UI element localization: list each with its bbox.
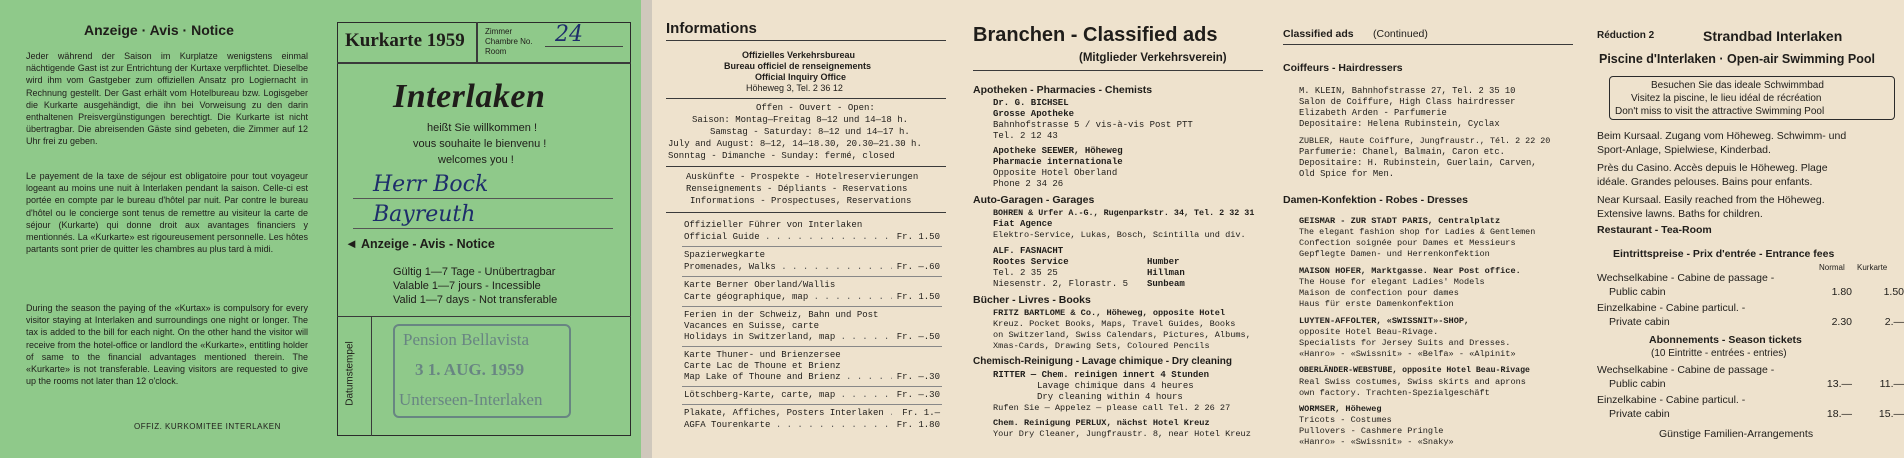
ad-line: OBERLÄNDER-WEBSTUBE, opposite Hotel Beau-Rivage — [1299, 366, 1530, 375]
strandbad-subtitle: Piscine d'Interlaken · Open-air Swimming Pool — [1599, 52, 1875, 66]
section-dry-cleaning: Chemisch-Reinigung - Lavage chimique - Dry cleaning — [973, 356, 1232, 367]
ad-line: Rufen Sie — Appelez — please call Tel. 2 26 27 — [993, 403, 1231, 413]
price-item-row — [684, 262, 940, 273]
notice-panel — [0, 0, 323, 458]
date-stamp-label: Datumstempel — [344, 341, 356, 406]
fee-label: Private cabin — [1609, 408, 1670, 420]
ad-line: Xmas-Cards, Drawing Sets, Coloured Pencils — [993, 341, 1210, 351]
info-title-rule — [666, 40, 946, 41]
fee-label: Einzelkabine - Cabine particul. - — [1597, 302, 1746, 314]
item-rule — [682, 386, 942, 387]
ad-line: Depositaire: Helena Rubinstein, Cyclax — [1299, 119, 1500, 129]
price-item-row — [684, 232, 940, 243]
price-item-label: Holidays in Switzerland, map . . . — [684, 332, 892, 343]
section-books: Bücher - Livres - Books — [973, 294, 1091, 306]
fee-row — [1609, 378, 1904, 390]
invitation-en: Don't miss to visit the attractive Swimming Pool — [1615, 106, 1825, 117]
family-arrangements: Günstige Familien-Arrangements — [1659, 428, 1814, 440]
ad-line: Pharmacie internationale — [993, 157, 1123, 167]
office-line-2: Bureau officiel de renseignements — [724, 61, 872, 71]
item-rule — [682, 404, 942, 405]
section-pharmacies: Apotheken - Pharmacies - Chemists — [973, 84, 1153, 96]
pension-stamp — [393, 324, 571, 418]
fee-label: Einzelkabine - Cabine particul. - — [1597, 394, 1746, 406]
welcome-fr: vous souhaite le bienvenu ! — [413, 138, 547, 150]
ad-line: Your Dry Cleaner, Jungfraustr. 8, near Hotel Kreuz — [993, 429, 1251, 439]
ad-line: Tricots - Costumes — [1299, 415, 1392, 425]
ad-line: Niesenstr. 2, Florastr. 5 — [993, 279, 1129, 289]
price-item-label: Promenades, Walks . . . — [684, 262, 892, 273]
notice-french-text: Le payement de la taxe de séjour est obligatoire pour tout voyageur logeant au moins une nuit à Interlaken pendant la saison. Celle-ci est portée en compte par le bureau d'hôtel par nuit. Par contre le bureau d'hôtel ou le concierge sont tenus de remettre au visiteur la carte de séjour (Kurkarte) qui donne droit aux avantages financiers y mentionnés. La «Kurkarte» est rigoureusement personnelle. Les hôtes partants sont prier de quitter les chambres au plus tard à midi. — [26, 171, 308, 255]
classified-title: Classified ads — [1283, 28, 1354, 40]
ad-line: Opposite Hotel Oberland — [993, 168, 1118, 178]
price-item-row — [684, 390, 940, 401]
fee-normal: 18.— — [1826, 408, 1852, 420]
office-rule — [666, 98, 946, 99]
invitation-de: Besuchen Sie das ideale Schwimmbad — [1651, 80, 1824, 91]
column-kurkarte: Kurkarte — [1857, 263, 1888, 272]
fee-label: Wechselkabine - Cabine de passage - — [1597, 272, 1775, 284]
ad-line: Elizabeth Arden - Parfumerie — [1299, 108, 1447, 118]
guest-city-line — [353, 228, 613, 229]
room-label-fr: Chambre No. — [485, 37, 533, 46]
ad-line: Haus für erste Damenkonfektion — [1299, 299, 1454, 309]
welcome-de: heißt Sie willkommen ! — [427, 122, 538, 134]
fee-label: Wechselkabine - Cabine de passage - — [1597, 364, 1775, 376]
fee-row — [1609, 286, 1904, 298]
price-item-label: Lötschberg-Karte, carte, map . . . — [684, 390, 892, 401]
price-item-title: Offizieller Führer von Interlaken — [684, 220, 863, 230]
ad-line: Lavage chimique dans 4 heures — [1037, 381, 1194, 391]
hours-header: Offen - Ouvert - Open: — [756, 103, 875, 113]
branchen-subtitle: (Mitglieder Verkehrsverein) — [1079, 52, 1227, 64]
fee-normal: 2.30 — [1831, 316, 1852, 328]
price-item-title: Karte Berner Oberland/Wallis — [684, 280, 836, 290]
section-dresses: Damen-Konfektion - Robes - Dresses — [1283, 194, 1468, 206]
price-item-price: Fr. 1.80 — [896, 420, 940, 430]
info-de-line-2: Sport-Anlage, Spielwiese, Kinderbad. — [1597, 144, 1771, 156]
services-line-1: Auskünfte - Prospekte - Hotelreservierungen — [686, 172, 919, 182]
ad-line: MAISON HOFER, Marktgasse. Near Post office. — [1299, 266, 1521, 276]
branchen-title: Branchen - Classified ads — [973, 24, 1218, 46]
ad-line: LUYTEN-AFFOLTER, «SWISSNIT»-SHOP, — [1299, 316, 1470, 326]
ad-line: Kreuz. Pocket Books, Maps, Travel Guides, Books — [993, 319, 1236, 329]
notice-title: Anzeige · Avis · Notice — [84, 22, 234, 38]
ad-line: Maison de confection pour dames — [1299, 288, 1459, 298]
column-normal: Normal — [1819, 263, 1845, 272]
ad-line: Chem. Reinigung PERLUX, nächst Hotel Kreuz — [993, 418, 1210, 428]
ad-line: Dry cleaning within 4 hours — [1037, 392, 1183, 402]
room-number: 24 — [555, 22, 583, 47]
interlaken-logo: Interlaken — [393, 78, 546, 115]
notice-german-text: Jeder während der Saison im Kurplatze wenigstens einmal nächtigende Gast ist zur Entrichtung der Kurtaxe verpflichtet. Dieselbe wird ihm vom Gastgeber zum offiziellen Ansatz pro Logiernacht in Rechnung gestellt. Der Gast erhält vom Hotelbureau bzw. Logisgeber die Kurkarte ausgehändigt, die ihn bei Vorweisung zu den darin enthaltenen Preisvergünstigungen berechtigt. Die Kurkarte ist nicht übertragbar. Die abreisenden Gäste sind gebeten, die Zimmer auf 12 Uhr frei zu geben. — [26, 51, 308, 147]
validity-de: Gültig 1—7 Tage - Unübertragbar — [393, 266, 556, 278]
ad-line: Tel. 2 35 25 — [993, 268, 1058, 278]
ad-line: Salon de Coiffure, High Class hairdresser — [1299, 97, 1516, 107]
item-rule — [682, 276, 942, 277]
reduction-label: Réduction 2 — [1597, 30, 1655, 41]
hours-line-4: Sonntag - Dimanche - Sunday: fermé, closed — [668, 151, 895, 161]
ad-line: Parfumerie: Chanel, Balmain, Caron etc. — [1299, 147, 1505, 157]
item-rule — [682, 246, 942, 247]
room-label-de: Zimmer — [485, 27, 513, 36]
ad-line: Grosse Apotheke — [993, 109, 1075, 119]
price-item-price: Fr. —.60 — [896, 262, 940, 272]
ad-line: Rootes Service — [993, 257, 1069, 267]
ad-line: Depositaire: H. Rubinstein, Guerlain, Carven, — [1299, 158, 1537, 168]
price-item-row — [684, 420, 940, 431]
price-item-label: Plakate, Affiches, Posters Interlaken . . . — [684, 408, 892, 419]
date-stamp-split — [371, 316, 372, 436]
price-item-price: Fr. —.30 — [896, 372, 940, 382]
ad-line: Dr. G. BICHSEL — [993, 98, 1069, 108]
price-item-label: AGFA Tourenkarte . . . — [684, 420, 892, 431]
ad-line: on Switzerland, Swiss Calendars, Pictures, Albums, — [993, 330, 1251, 340]
price-item-row — [684, 292, 940, 303]
ad-line: GEISMAR - ZUR STADT PARIS, Centralplatz — [1299, 216, 1501, 226]
date-stamp-divider — [337, 316, 631, 317]
ad-line: WORMSER, Höheweg — [1299, 404, 1382, 414]
info-fr-line-2: idéale. Grandes pelouses. Bains pour enfants. — [1597, 176, 1813, 188]
hours-rule — [666, 166, 946, 167]
price-item-price: Fr. —.50 — [896, 332, 940, 342]
ad-line: Old Spice for Men. — [1299, 169, 1395, 179]
ad-line: Humber — [1147, 257, 1180, 267]
kurkarte-header-split — [476, 22, 478, 62]
services-rule — [666, 212, 946, 213]
validity-en: Valid 1—7 days - Not transferable — [393, 294, 558, 306]
kurkarte-header-divider — [337, 62, 631, 64]
section-garages: Auto-Garagen - Garages — [973, 194, 1095, 206]
strandbad-title: Strandbad Interlaken — [1703, 28, 1843, 44]
kurkarte-title: Kurkarte 1959 — [345, 30, 465, 51]
ad-line: Pullovers - Cashmere Pringle — [1299, 426, 1444, 436]
ad-line: own factory. Trachten-Spezialgeschäft — [1299, 388, 1490, 398]
price-item-subtitle: Vacances en Suisse, carte — [684, 321, 820, 331]
item-rule — [682, 346, 942, 347]
ad-line: Gepflegte Damen- und Herrenkonfektion — [1299, 249, 1490, 259]
ad-line: Hillman — [1147, 268, 1185, 278]
price-item-price: Fr. 1.— — [902, 408, 940, 418]
classified-rule — [1283, 44, 1573, 45]
fee-normal: 13.— — [1826, 378, 1852, 390]
stamp-place: Unterseen-Interlaken — [399, 390, 543, 409]
notice-english-text: During the season the paying of the «Kurtax» is compulsory for every visitor staying at Interlaken and surroundings one night or longer. The tax is added to the bill for each night. On the other hand the visitor will receive from the hotel-office or landlord the «Kurkarte», entitling holder of same to the financial advantages mentioned therein. The «Kurkarte» is not transferable. Leaving visitors are requested to give up the rooms not later than 12 o'clock. — [26, 303, 308, 387]
classified-title-continued: (Continued) — [1373, 28, 1428, 40]
room-label-en: Room — [485, 47, 507, 56]
ad-line: Apotheke SEEWER, Höheweg — [993, 146, 1123, 156]
booklet-gap — [641, 0, 652, 458]
ad-line: Tel. 2 12 43 — [993, 131, 1058, 141]
info-en-line-2: Extensive lawns. Baths for children. — [1597, 208, 1763, 220]
ad-line: «Hanro» - «Swissnit» - «Snaky» — [1299, 437, 1454, 447]
price-item-price: Fr. —.30 — [896, 390, 940, 400]
fee-kurkarte: 11.— — [1879, 378, 1904, 390]
strandbad-panel — [1589, 0, 1904, 458]
ad-line: The elegant fashion shop for Ladies & Gentlemen — [1299, 227, 1536, 237]
fee-label: Private cabin — [1609, 316, 1670, 328]
office-line-4: Höheweg 3, Tel. 2 36 12 — [746, 83, 843, 93]
fee-label: Public cabin — [1609, 286, 1666, 298]
notice-reference: Anzeige - Avis - Notice — [361, 237, 495, 251]
notice-footer: OFFIZ. KURKOMITEE INTERLAKEN — [134, 422, 281, 431]
price-item-label: Carte géographique, map . . . — [684, 292, 892, 303]
fee-kurkarte: 15.— — [1878, 408, 1904, 420]
fee-normal: 1.80 — [1831, 286, 1852, 298]
ad-line: Fiat Agence — [993, 219, 1053, 229]
ad-line: FRITZ BARTLOME & Co., Höheweg, opposite Hotel — [993, 308, 1226, 318]
price-item-row — [684, 372, 940, 383]
branchen-panel — [959, 0, 1273, 458]
ad-line: Bahnhofstrasse 5 / vis-à-vis Post PTT — [993, 120, 1193, 130]
ad-line: BOHREN & Urfer A.-G., Rugenparkstr. 34, Tel. 2 32 31 — [993, 208, 1255, 218]
hours-line-3: July and August: 8—12, 14—18.30, 20.30—21.30 h. — [668, 139, 922, 149]
price-item-price: Fr. 1.50 — [896, 232, 940, 242]
ad-line: ALF. FASNACHT — [993, 246, 1064, 256]
guest-name-line — [353, 198, 613, 199]
price-item-title: Karte Thuner- und Brienzersee — [684, 350, 841, 360]
price-item-row — [684, 408, 940, 419]
office-line-1: Offizielles Verkehrsbureau — [742, 50, 856, 60]
price-item-row — [684, 332, 940, 343]
ad-line: opposite Hotel Beau-Rivage. — [1299, 327, 1439, 337]
services-line-2: Renseignements - Dépliants - Reservations — [686, 184, 908, 194]
fee-row — [1609, 316, 1904, 328]
info-panel — [652, 0, 959, 458]
validity-fr: Valable 1—7 jours - Incessible — [393, 280, 541, 292]
ad-line: Elektro-Service, Lukas, Bosch, Scintilla und div. — [993, 230, 1246, 240]
kurkarte-panel — [323, 0, 641, 458]
info-en-line-1: Near Kursaal. Easily reached from the Höheweg. — [1597, 194, 1825, 206]
season-tickets-title: Abonnements - Season tickets — [1649, 334, 1802, 346]
info-title: Informations — [666, 20, 757, 37]
welcome-en: welcomes you ! — [438, 154, 514, 166]
office-line-3: Official Inquiry Office — [755, 72, 847, 82]
guest-name: Herr Bock — [373, 172, 489, 197]
classified-panel — [1273, 0, 1589, 458]
info-de-line-1: Beim Kursaal. Zugang vom Höheweg. Schwimm- und — [1597, 130, 1847, 142]
price-item-subtitle: Carte Lac de Thoune et Brienz — [684, 361, 841, 371]
ad-line: M. KLEIN, Bahnhofstrasse 27, Tel. 2 35 10 — [1299, 86, 1516, 96]
hours-line-1: Saison: Montag—Freitag 8—12 und 14—18 h. — [692, 115, 909, 125]
services-line-3: Informations - Prospectuses, Reservations — [690, 196, 912, 206]
ad-line: RITTER — Chem. reinigen innert 4 Stunden — [993, 370, 1210, 380]
invitation-fr: Visitez la piscine, le lieu idéal de récréation — [1631, 93, 1822, 104]
fee-label: Public cabin — [1609, 378, 1666, 390]
ad-line: Confection soignée pour Dames et Messieurs — [1299, 238, 1516, 248]
section-hairdressers: Coiffeurs - Hairdressers — [1283, 62, 1403, 74]
ad-line: Sunbeam — [1147, 279, 1185, 289]
stamp-pension-name: Pension Bellavista — [403, 330, 530, 349]
price-item-title: Spazierwegkarte — [684, 250, 766, 260]
stamp-date: 3 1. AUG. 1959 — [415, 360, 525, 379]
info-fr-line-1: Près du Casino. Accès depuis le Höheweg. Plage — [1597, 162, 1828, 174]
price-item-price: Fr. 1.50 — [896, 292, 940, 302]
fee-row — [1609, 408, 1904, 420]
restaurant-label: Restaurant - Tea-Room — [1597, 224, 1712, 236]
ad-line: The House for elegant Ladies' Models — [1299, 277, 1485, 287]
notice-arrow-icon: ◄ — [345, 236, 358, 251]
guest-city: Bayreuth — [373, 202, 476, 227]
price-item-label: Official Guide . . . — [684, 232, 892, 243]
item-rule — [682, 306, 942, 307]
fee-kurkarte: 2.— — [1884, 316, 1904, 328]
ad-line: ZUBLER, Haute Coiffure, Jungfraustr., Tél. 2 22 20 — [1299, 136, 1551, 146]
price-item-title: Ferien in der Schweiz, Bahn und Post — [684, 310, 879, 320]
branchen-rule — [973, 70, 1263, 71]
entrance-fees-title: Eintrittspreise - Prix d'entrée - Entrance fees — [1613, 248, 1835, 260]
fee-kurkarte: 1.50 — [1883, 286, 1904, 298]
hours-line-2: Samstag - Saturday: 8—12 und 14—17 h. — [710, 127, 910, 137]
ad-line: Specialists for Jersey Suits and Dresses. — [1299, 338, 1511, 348]
ad-line: Real Swiss costumes, Swiss skirts and aprons — [1299, 377, 1526, 387]
season-tickets-subtitle: (10 Eintritte - entrées - entries) — [1651, 348, 1787, 359]
price-item-label: Map Lake of Thoune and Brienz . . . — [684, 372, 892, 383]
ad-line: Phone 2 34 26 — [993, 179, 1064, 189]
ad-line: «Hanro» - «Swissnit» - «Belfa» - «Alpinit» — [1299, 349, 1516, 359]
